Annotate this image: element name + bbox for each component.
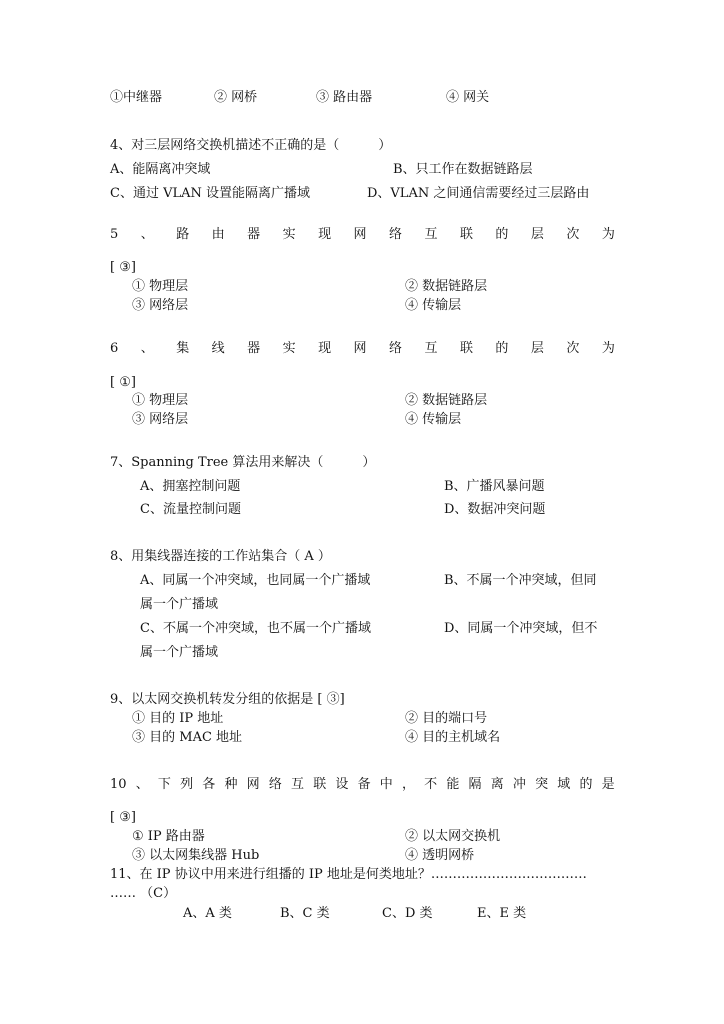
q11-option-d: E、E 类 (477, 906, 527, 921)
q3-option-4: ④ 网关 (446, 90, 490, 105)
q10-stem-char: 互 (291, 777, 305, 792)
q5-option-2: ② 数据链路层 (405, 279, 488, 294)
q10-answer: [ ③] (110, 810, 136, 825)
q10-option-2: ② 以太网交换机 (405, 829, 501, 844)
q5-stem-char: 为 (601, 227, 615, 242)
q6-stem-char: 联 (459, 341, 473, 356)
q8-option-b-continued: 属一个广播域 (140, 597, 219, 612)
q5-stem-char: 器 (247, 227, 261, 242)
q5-stem-char: 络 (389, 227, 403, 242)
q10-stem-char: 离 (490, 777, 504, 792)
q10-stem-char: 10 (110, 777, 127, 792)
q3-option-2: ② 网桥 (214, 90, 258, 105)
q6-stem-char: 6 (110, 341, 119, 356)
q10-stem-char: 、 (135, 777, 149, 792)
q6-stem-char: 现 (318, 341, 332, 356)
q5-stem-char: 次 (566, 227, 580, 242)
q5-stem (110, 227, 615, 243)
q8-stem: 8、用集线器连接的工作站集合（ A ） (110, 549, 331, 564)
q5-answer: [ ③] (110, 260, 136, 275)
q7-option-a: A、拥塞控制问题 (140, 479, 241, 494)
q5-option-3: ③ 网络层 (132, 298, 189, 313)
q11-option-c: C、D 类 (382, 906, 433, 921)
q6-stem-char: 为 (601, 341, 615, 356)
q8-option-c: C、不属一个冲突域，也不属一个广播域 (140, 621, 371, 636)
q11-option-b: B、C 类 (280, 906, 330, 921)
q5-option-4: ④ 传输层 (405, 298, 462, 313)
q10-stem-char: ， (401, 777, 415, 792)
q10-stem-char: 的 (579, 777, 593, 792)
q6-stem-char: 、 (140, 341, 154, 356)
q10-stem-char: 下 (157, 777, 171, 792)
q10-stem-char: 能 (446, 777, 460, 792)
q6-stem-char: 实 (282, 341, 296, 356)
q6-stem-char: 层 (530, 341, 544, 356)
q10-stem-char: 备 (357, 777, 371, 792)
q10-stem-char: 各 (202, 777, 216, 792)
q10-stem-char: 不 (424, 777, 438, 792)
q6-stem-char: 器 (247, 341, 261, 356)
q9-option-4: ④ 目的主机域名 (405, 730, 501, 745)
q6-option-2: ② 数据链路层 (405, 393, 488, 408)
q10-stem-char: 突 (535, 777, 549, 792)
q10-stem-char: 网 (246, 777, 260, 792)
q4-option-a: A、能隔离冲突域 (110, 162, 211, 177)
q8-option-a: A、同属一个冲突域，也同属一个广播域 (140, 573, 371, 588)
q10-stem-char: 络 (268, 777, 282, 792)
q7-option-c: C、流量控制问题 (140, 502, 241, 517)
q6-stem-char: 线 (211, 341, 225, 356)
q6-stem-char: 的 (495, 341, 509, 356)
q9-stem: 9、以太网交换机转发分组的依据是 [ ③] (110, 692, 345, 707)
q10-stem-char: 域 (557, 777, 571, 792)
q6-option-1: ① 物理层 (132, 393, 189, 408)
q6-stem-char: 络 (389, 341, 403, 356)
q8-option-d: D、同属一个冲突域，但不 (444, 621, 598, 636)
q9-option-3: ③ 目的 MAC 地址 (132, 730, 243, 745)
q10-option-3: ③ 以太网集线器 Hub (132, 848, 260, 863)
q5-stem-char: 网 (353, 227, 367, 242)
q4-option-d: D、VLAN 之间通信需要经过三层路由 (367, 186, 590, 201)
q7-option-d: D、数据冲突问题 (444, 502, 546, 517)
q6-stem-char: 网 (353, 341, 367, 356)
q10-stem-char: 隔 (468, 777, 482, 792)
q11-stem-continued: …… （C） (110, 886, 177, 901)
q9-option-1: ① 目的 IP 地址 (132, 711, 224, 726)
q5-stem-char: 实 (282, 227, 296, 242)
q10-stem-char: 列 (180, 777, 194, 792)
q5-option-1: ① 物理层 (132, 279, 189, 294)
q10-stem-char: 联 (313, 777, 327, 792)
q6-option-3: ③ 网络层 (132, 412, 189, 427)
q10-option-1: ① IP 路由器 (132, 829, 205, 844)
q3-option-1: ①中继器 (110, 90, 163, 105)
q10-stem-char: 冲 (512, 777, 526, 792)
q11-stem: 11、在 IP 协议中用来进行组播的 IP 地址是何类地址？……………………………… (110, 867, 587, 882)
q7-option-b: B、广播风暴问题 (444, 479, 545, 494)
q6-option-4: ④ 传输层 (405, 412, 462, 427)
q10-stem-char: 设 (335, 777, 349, 792)
q3-option-3: ③ 路由器 (316, 90, 373, 105)
q9-option-2: ② 目的端口号 (405, 711, 488, 726)
q5-stem-char: 5 (110, 227, 119, 242)
q4-option-b: B、只工作在数据链路层 (393, 162, 533, 177)
q5-stem-char: 由 (211, 227, 225, 242)
q5-stem-char: 现 (318, 227, 332, 242)
q8-option-b: B、不属一个冲突域，但同 (444, 573, 597, 588)
q6-stem-char: 次 (566, 341, 580, 356)
q10-stem-char: 中 (379, 777, 393, 792)
q5-stem-char: 层 (530, 227, 544, 242)
q6-stem-char: 集 (176, 341, 190, 356)
q4-stem: 4、对三层网络交换机描述不正确的是（ ） (110, 138, 392, 153)
q4-option-c: C、通过 VLAN 设置能隔离广播域 (110, 186, 310, 201)
q5-stem-char: 联 (459, 227, 473, 242)
q6-answer: [ ①] (110, 375, 136, 390)
q8-option-d-continued: 属一个广播域 (140, 645, 219, 660)
q10-stem-char: 种 (224, 777, 238, 792)
q7-stem: 7、Spanning Tree 算法用来解决（ ） (110, 455, 376, 470)
q5-stem-char: 的 (495, 227, 509, 242)
q10-stem (110, 777, 615, 793)
q11-option-a: A、A 类 (183, 906, 232, 921)
q5-stem-char: 路 (176, 227, 190, 242)
q5-stem-char: 互 (424, 227, 438, 242)
q10-stem-char: 是 (601, 777, 615, 792)
q6-stem (110, 341, 615, 357)
q10-option-4: ④ 透明网桥 (405, 848, 475, 863)
q6-stem-char: 互 (424, 341, 438, 356)
q5-stem-char: 、 (140, 227, 154, 242)
